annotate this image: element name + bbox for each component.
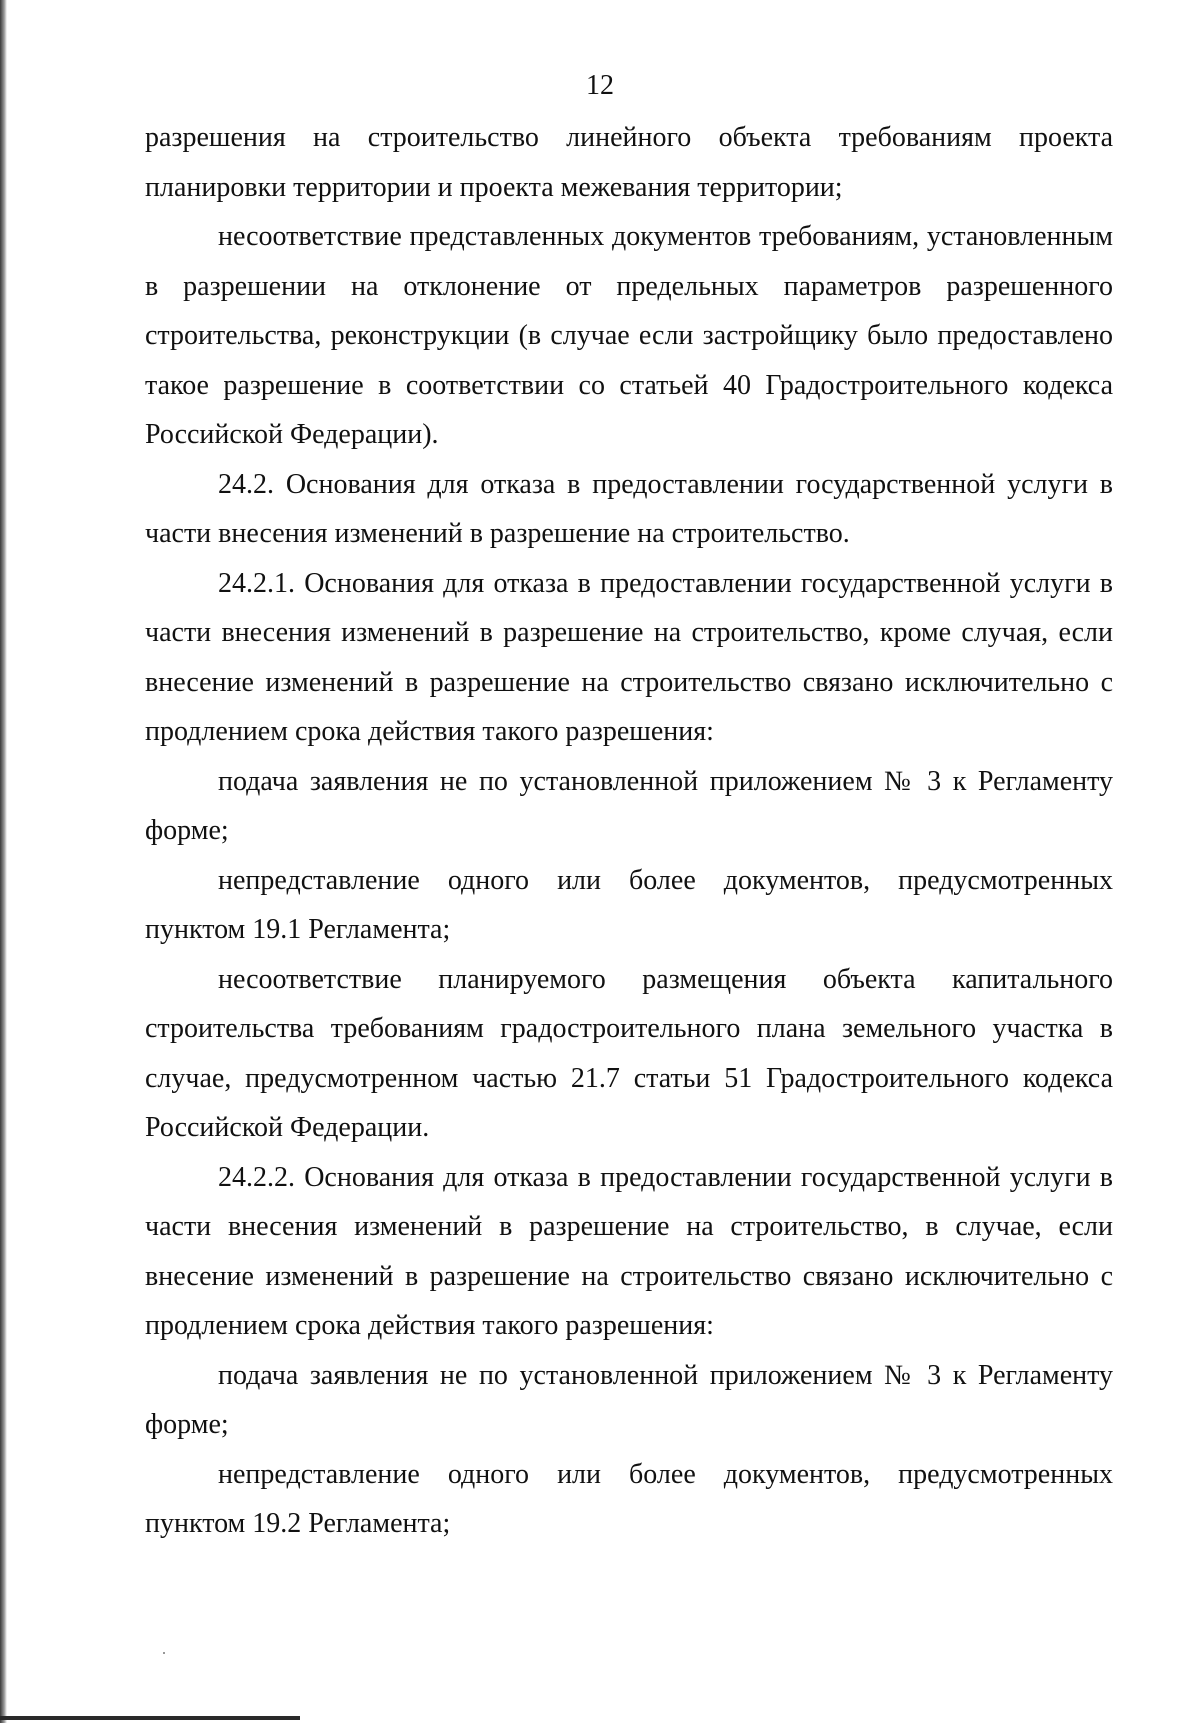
list-item-wrong-form-2: подача заявления не по установленной приложением № 3 к Регламенту форме;	[145, 1359, 1113, 1440]
list-item-gpzu-noncompliance: несоответствие планируемого размещения объекта капитального строительства требованиям градостроительного плана земельного участка в случае, предусмотренном частью 21.7 статьи 51 Градостроительного кодекса Российской Федерации.	[145, 963, 1113, 1143]
paragraph-section-24-2-1: 24.2.1. Основания для отказа в предоставлении государственной услуги в части внесения изменений в разрешение на строительство, кроме случая, если внесение изменений в разрешение на строительство связано исключительно с продлением срока действия такого разрешения:	[145, 567, 1113, 747]
list-item-missing-documents-19-1: непредставление одного или более документов, предусмотренных пунктом 19.1 Регламента;	[145, 864, 1113, 945]
paragraph-section-24-2: 24.2. Основания для отказа в предоставлении государственной услуги в части внесения изменений в разрешение на строительство.	[145, 468, 1113, 549]
scan-bottom-edge	[0, 1716, 300, 1720]
document-body	[145, 113, 1113, 1549]
list-item-missing-documents-19-2: непредставление одного или более документов, предусмотренных пунктом 19.2 Регламента;	[145, 1458, 1113, 1539]
scan-speck	[163, 1652, 165, 1654]
list-item-wrong-form: подача заявления не по установленной приложением № 3 к Регламенту форме;	[145, 765, 1113, 846]
paragraph-section-24-2-2: 24.2.2. Основания для отказа в предоставлении государственной услуги в части внесения изменений в разрешение на строительство, в случае, если внесение изменений в разрешение на строительство связано исключительно с продлением срока действия такого разрешения:	[145, 1161, 1113, 1341]
paragraph-noncompliance-deviation-permit: несоответствие представленных документов требованиям, установленным в разрешении на отклонение от предельных параметров разрешенного строительства, реконструкции (в случае если застройщику было предоставлено такое разрешение в соответствии со статьей 40 Градостроительного кодекса Российской Федерации).	[145, 221, 1113, 450]
paragraph-continuation: разрешения на строительство линейного объекта требованиям проекта планировки территории и проекта межевания территории;	[145, 122, 1113, 203]
scan-left-edge	[0, 0, 7, 1723]
page-number: 12	[586, 70, 614, 101]
